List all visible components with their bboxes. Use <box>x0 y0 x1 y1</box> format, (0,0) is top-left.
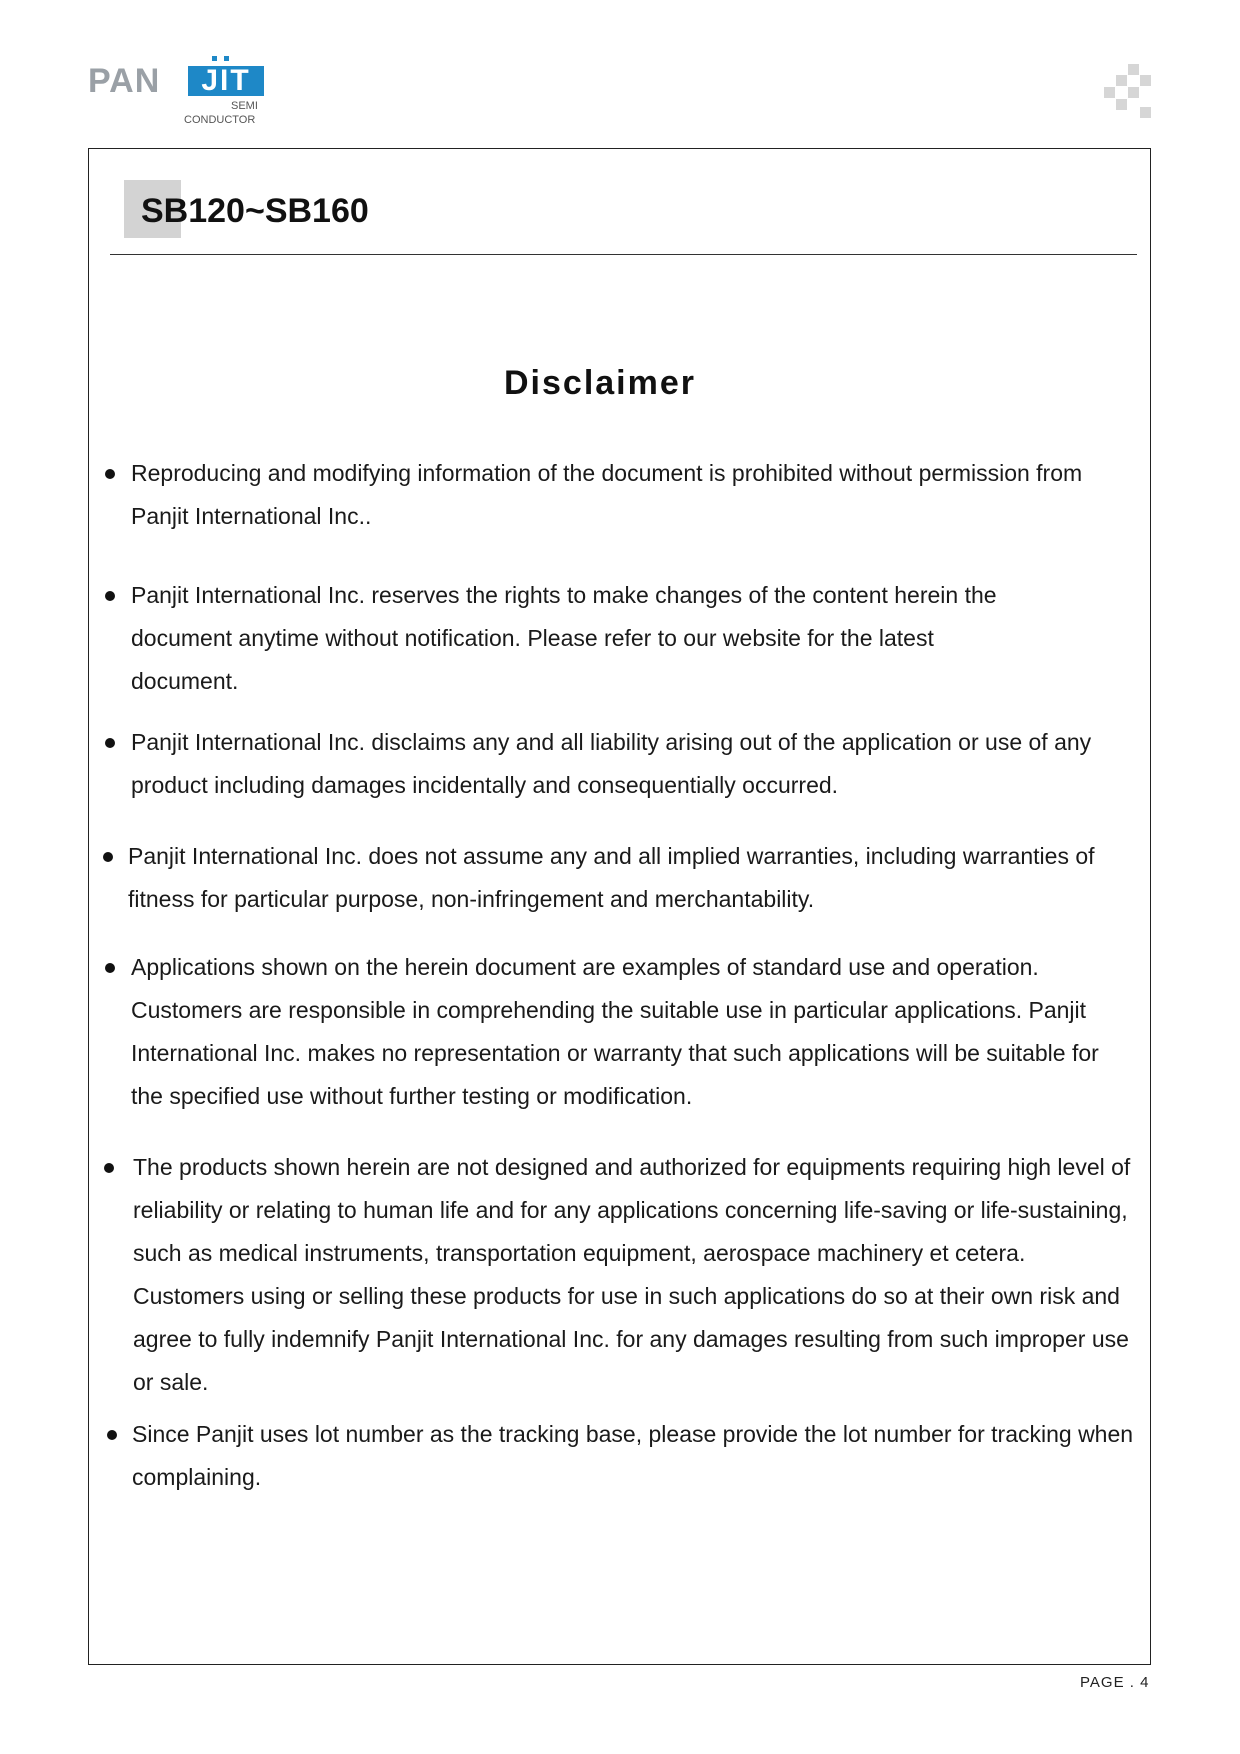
logo-brand-left: PAN <box>88 62 161 100</box>
logo-subtitle-conductor: CONDUCTOR <box>184 114 256 126</box>
disclaimer-item: Reproducing and modifying information of the document is prohibited without permission from Panjit International Inc.. <box>131 460 1083 529</box>
disclaimer-item: Applications shown on the herein document are examples of standard use and operation. Customers are responsible in comprehending the suitable use in particular applications. Panjit International Inc. makes no representation or warranty that such applications will be suitable for the specified use without further testing or modification. <box>131 954 1099 1109</box>
disclaimer-item: Panjit International Inc. reserves the rights to make changes of the content herein the document anytime without notification. Please refer to our website for the latest document. <box>131 582 997 694</box>
page-title: SB120~SB160 <box>141 192 369 230</box>
bullet-icon <box>105 738 115 748</box>
disclaimer-item: Panjit International Inc. does not assume any and all implied warranties, including warranties of fitness for particular purpose, non-infringement and merchantability. <box>128 843 1095 912</box>
bullet-icon <box>105 591 115 601</box>
bullet-icon <box>105 469 115 479</box>
bullet-icon <box>104 1163 114 1173</box>
corner-pattern-icon <box>1104 64 1152 118</box>
disclaimer-item: Since Panjit uses lot number as the tracking base, please provide the lot number for tracking when complaining. <box>132 1421 1134 1490</box>
page-number: PAGE . 4 <box>1080 1674 1150 1691</box>
bullet-icon <box>105 963 115 973</box>
disclaimer-item: The products shown herein are not designed and authorized for equipments requiring high level of reliability or relating to human life and for any applications concerning life-saving or life-sustaining, such as medical instruments, transportation equipment, aerospace machinery et cetera. Customers using or selling these products for use in such applications do so at their own risk and agree to fully indemnify Panjit International Inc. for any damages resulting from such improper use or sale. <box>133 1154 1131 1395</box>
logo-subtitle-semi: SEMI <box>231 100 258 112</box>
panjit-logo <box>88 58 268 130</box>
bullet-icon <box>103 852 113 862</box>
logo-dots <box>212 56 242 64</box>
bullet-icon <box>107 1430 117 1440</box>
title-divider <box>110 254 1137 255</box>
disclaimer-heading: Disclaimer <box>504 364 696 402</box>
disclaimer-item: Panjit International Inc. disclaims any and all liability arising out of the application or use of any product including damages incidentally and consequentially occurred. <box>131 729 1092 798</box>
logo-brand-right: JIT <box>188 66 264 96</box>
